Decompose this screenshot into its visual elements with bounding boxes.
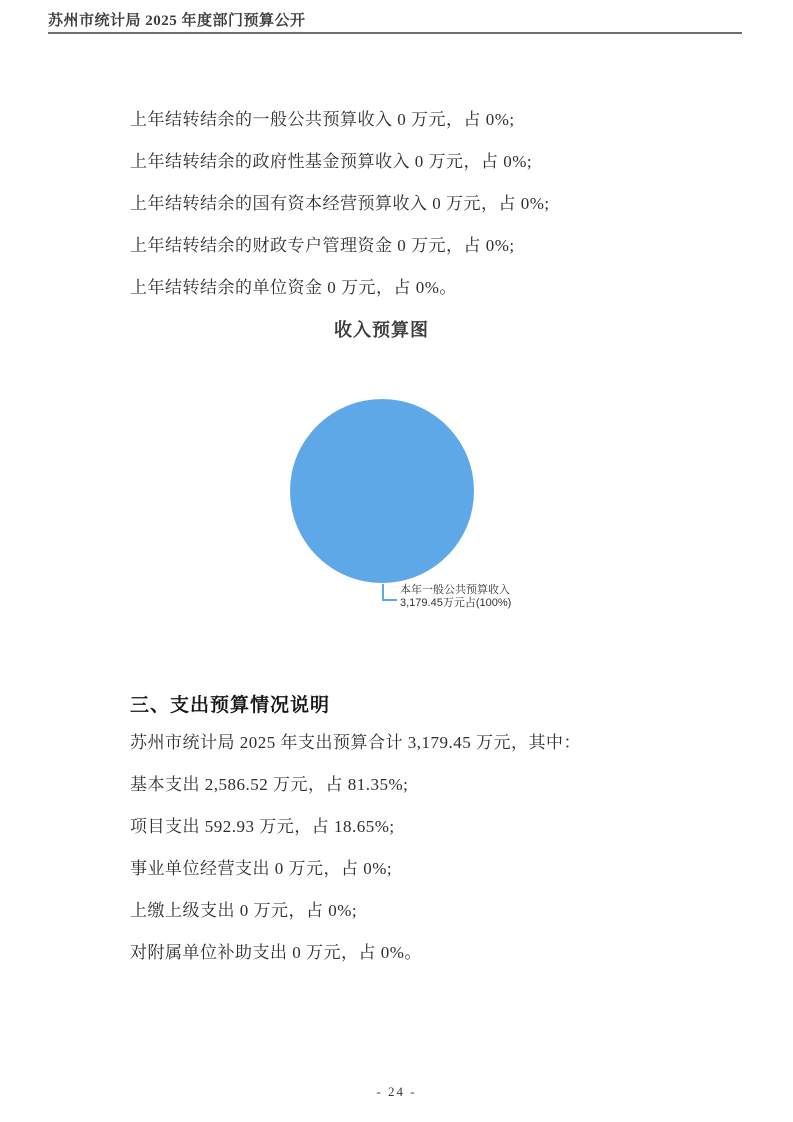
income-paragraph: 上年结转结余的政府性基金预算收入 0 万元，占 0%; [130,152,533,171]
expense-paragraph: 事业单位经营支出 0 万元，占 0%; [130,859,393,878]
expense-paragraph: 基本支出 2,586.52 万元，占 81.35%; [130,775,409,794]
expense-paragraph: 项目支出 592.93 万元，占 18.65%; [130,817,395,836]
pie-leader-line-horizontal [382,599,397,601]
section-heading-expense: 三、支出预算情况说明 [130,695,331,716]
pie-data-label [400,584,511,610]
header-title: 苏州市统计局 2025 年度部门预算公开 [48,13,306,29]
pie-data-label-line2: 3,179.45万元占(100%) [400,597,512,609]
income-paragraphs [130,99,550,309]
expense-paragraph: 对附属单位补助支出 0 万元，占 0%。 [130,943,422,962]
expense-paragraph: 苏州市统计局 2025 年支出预算合计 3,179.45 万元，其中： [130,733,581,752]
expense-paragraphs [130,722,581,974]
income-paragraph: 上年结转结余的国有资本经营预算收入 0 万元，占 0%; [130,194,550,213]
income-paragraph: 上年结转结余的财政专户管理资金 0 万元，占 0%; [130,236,515,255]
pie-slice-general-public-budget-income [290,399,474,583]
chart-title: 收入预算图 [334,320,429,340]
income-paragraph: 上年结转结余的单位资金 0 万元，占 0%。 [130,278,457,297]
page-header [48,12,742,34]
page-number: - 24 - [376,1084,417,1099]
pie-data-label-line1: 本年一般公共预算收入 [400,584,510,596]
expense-paragraph: 上缴上级支出 0 万元，占 0%; [130,901,358,920]
income-paragraph: 上年结转结余的一般公共预算收入 0 万元，占 0%; [130,110,515,129]
